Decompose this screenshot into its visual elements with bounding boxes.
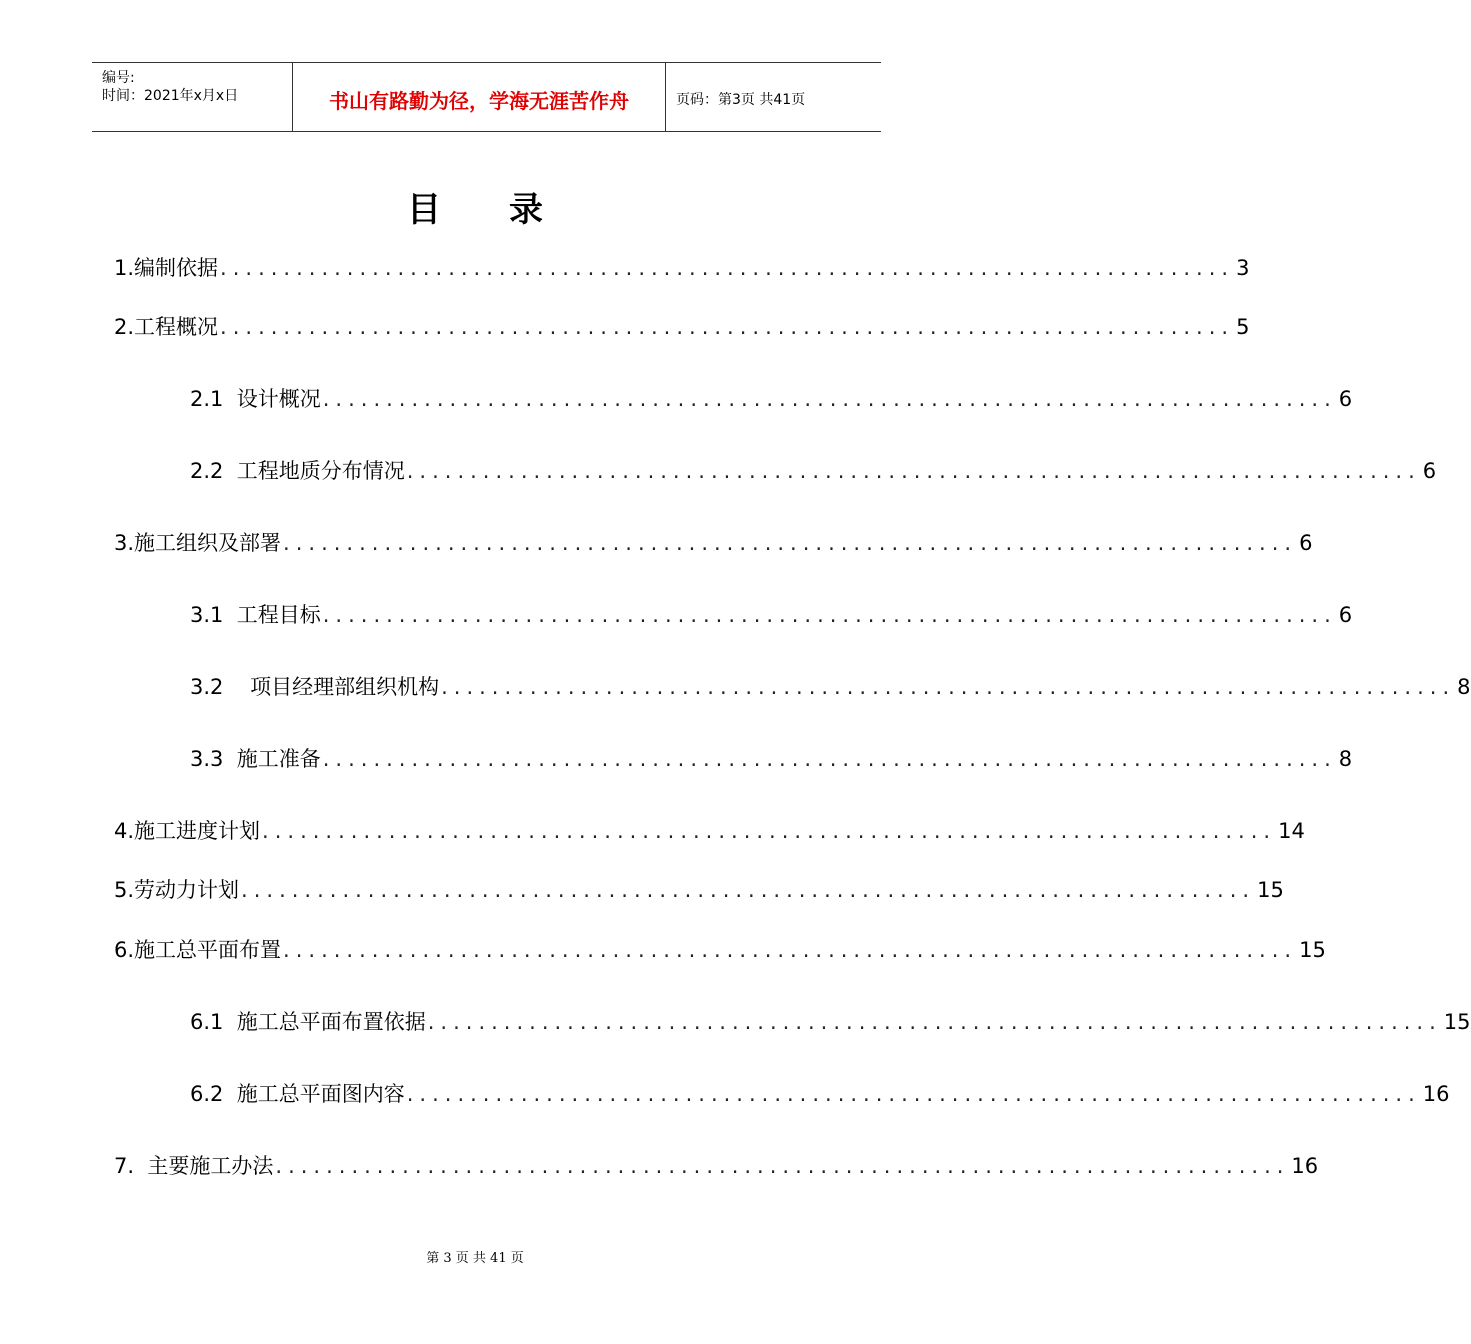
toc-entry-page: 15 <box>1443 1010 1471 1034</box>
header-page-info: 页码：第3页 共41页 <box>676 92 806 108</box>
toc-dot-leader: ................................................................................ <box>427 1010 1442 1034</box>
header-page-cell <box>666 63 881 131</box>
header-motto: 书山有路勤为径，学海无涯苦作舟 <box>329 89 629 113</box>
toc-entry-page: 14 <box>1278 819 1305 843</box>
toc-entry-label: 4.施工进度计划 <box>114 819 261 843</box>
header-info-cell <box>92 63 292 131</box>
toc-dot-leader: ................................................................................ <box>220 256 1235 280</box>
toc-entry[interactable] <box>114 934 1326 964</box>
header-motto-cell <box>292 63 666 131</box>
toc-subentry[interactable] <box>190 743 1353 773</box>
toc-entry-label: 6.1 施工总平面布置依据 <box>190 1010 426 1034</box>
toc-dot-leader: ................................................................................ <box>406 1082 1421 1106</box>
toc-entry-page: 8 <box>1457 675 1471 699</box>
toc-entry-label: 2.1 设计概况 <box>190 387 321 411</box>
toc-subentry[interactable] <box>190 1006 1471 1036</box>
toc-entry-page: 6 <box>1299 531 1313 555</box>
page-footer: 第 3 页 共 41 页 <box>426 1251 524 1266</box>
toc-entry[interactable] <box>114 815 1305 845</box>
toc-dot-leader: ................................................................................ <box>283 531 1298 555</box>
toc-dot-leader: ................................................................................ <box>322 387 1337 411</box>
toc-entry-page: 16 <box>1291 1154 1319 1178</box>
document-code-label: 编号: <box>102 70 135 86</box>
toc-entry-label: 3.3 施工准备 <box>190 747 321 771</box>
toc-entry[interactable] <box>114 311 1250 341</box>
toc-entry-label: 3.施工组织及部署 <box>114 531 282 555</box>
toc-entry-label: 5.劳动力计划 <box>114 878 240 902</box>
toc-dot-leader: ................................................................................ <box>220 315 1235 339</box>
toc-entry-label: 6.2 施工总平面图内容 <box>190 1082 405 1106</box>
toc-entry[interactable] <box>114 252 1250 282</box>
toc-subentry[interactable] <box>190 455 1437 485</box>
toc-entry-page: 8 <box>1338 747 1353 771</box>
toc-dot-leader: ................................................................................ <box>441 675 1456 699</box>
toc-entry-label: 7. 主要施工办法 <box>114 1154 274 1178</box>
toc-entry-label: 3.2 项目经理部组织机构 <box>190 675 440 699</box>
toc-entry-label: 3.1 工程目标 <box>190 603 321 627</box>
toc-subentry[interactable] <box>190 1078 1450 1108</box>
toc-dot-leader: ................................................................................ <box>322 747 1337 771</box>
toc-title: 目录 <box>407 190 611 230</box>
toc-subentry[interactable] <box>190 383 1353 413</box>
toc-dot-leader: ................................................................................ <box>406 459 1421 483</box>
toc-dot-leader: ................................................................................ <box>283 938 1298 962</box>
toc-entry[interactable] <box>114 527 1313 557</box>
toc-entry[interactable] <box>114 874 1284 904</box>
toc-entry-label: 6.施工总平面布置 <box>114 938 282 962</box>
toc-entry-page: 6 <box>1422 459 1437 483</box>
toc-entry-page: 6 <box>1338 387 1353 411</box>
page-header <box>92 62 881 132</box>
toc-entry-label: 2.2 工程地质分布情况 <box>190 459 405 483</box>
toc-entry-label: 2.工程概况 <box>114 315 219 339</box>
toc-dot-leader: ................................................................................ <box>275 1154 1290 1178</box>
document-time-label: 时间：2021年x月x日 <box>102 88 239 104</box>
toc-entry-page: 5 <box>1236 315 1250 339</box>
toc-dot-leader: ................................................................................ <box>262 819 1277 843</box>
toc-entry[interactable] <box>114 1150 1319 1180</box>
toc-dot-leader: ................................................................................ <box>322 603 1337 627</box>
toc-entry-page: 16 <box>1422 1082 1450 1106</box>
toc-dot-leader: ................................................................................ <box>241 878 1256 902</box>
toc-entry-page: 15 <box>1299 938 1326 962</box>
toc-subentry[interactable] <box>190 671 1471 701</box>
toc-entry-page: 6 <box>1338 603 1353 627</box>
toc-entry-page: 3 <box>1236 256 1250 280</box>
toc-entry-label: 1.编制依据 <box>114 256 219 280</box>
toc-subentry[interactable] <box>190 599 1353 629</box>
toc-entry-page: 15 <box>1257 878 1284 902</box>
